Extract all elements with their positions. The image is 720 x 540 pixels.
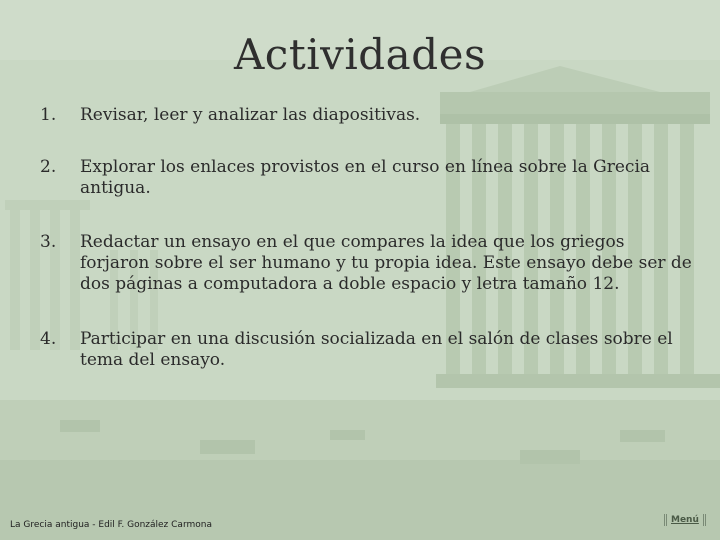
item-text: Explorar los enlaces provistos en el curso en línea sobre la Grecia antigua. [80, 157, 651, 198]
item-number: 4. [40, 329, 57, 349]
item-number: 1. [40, 105, 57, 125]
menu-link[interactable]: Menú [664, 514, 706, 526]
item-number: 2. [40, 157, 57, 177]
item-text: Redactar un ensayo en el que compares la idea que los griegos forjaron sobre el ser humano y tu propia idea. Este ensayo debe ser de dos páginas a computadora a doble espacio y letra tamaño 12. [80, 232, 692, 294]
item-text: Participar en una discusión socializada en el salón de clases sobre el tema del ensayo. [80, 329, 673, 370]
item-number: 3. [40, 232, 57, 252]
slide-title: Actividades [233, 30, 487, 79]
item-text: Revisar, leer y analizar las diapositivas. [80, 105, 421, 125]
footer-credit: La Grecia antigua - Edil F. González Carmona [10, 520, 212, 530]
